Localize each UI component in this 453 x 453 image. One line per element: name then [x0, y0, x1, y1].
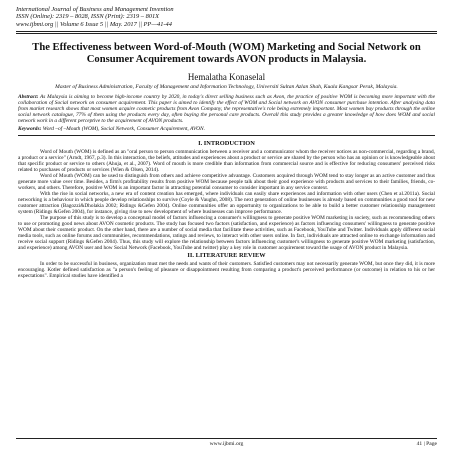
journal-header	[16, 6, 437, 28]
journal-name: International Journal of Business and Management Invention	[16, 6, 174, 13]
keywords-text: Word –of –Mouth (WOM), Social Network, Consumer Acquirement, AVON.	[42, 125, 205, 132]
abstract-text: As Malaysia is aiming to become high-income country by 2020, in today's direct selling business such as Avon, the practice of positive WOM is becoming more important with the collaboration of Social network on consumer acquirement. This paper is aimed to identify the effect of WOM and Social network on AVON consumer purchase intention. After analysing data from market research shows that most women acquire cosmetic products from Avon Company, the representative's role being extremely important. Most women buy products through the online social network catalogue, 77% of them using the products every day, often buying the personal care products. Overall this study provides a greater knowledge of how does WOM and social network work in a different perceptive to the acquirement of AVON products.	[18, 94, 435, 125]
paragraph: The purpose of this study is to develop a conceptual model of factors influencing a consumer's willingness to generate positive WOM marketing in society, such as recommending others to use or promoting good news about AVON cosmetic products. The study has focused two factors (satisfaction, and experience) as factors influencing consumers' willingness to generate positive WOM about their cosmetic product. On the other hand, there are a number of social media that facilitate these activities, such as Facebook, YouTube and Twitter. Individuals apply different social media tools, such as online forums and communities, recommendations, ratings and reviews, to interact with other users online. In fact, individuals are attracted online to exchange information and receive social support (Ridings &Gefen 2004). Thus, this study will explore the relationship between factors influencing customer's willingness to generate positive WOM marketing (satisfaction, and experience) among AVON user and how Social Network (Facebook, YouTube and twitter) play a key role in customer acquirement toward the usage of AVON product in Malaysia.	[18, 215, 435, 252]
journal-issn: ISSN (Online): 2319 – 8028, ISSN (Print): 2319 – 801X	[16, 13, 160, 21]
author-name: Hemalatha Konaselal	[187, 71, 266, 82]
section-heading-introduction: I. INTRODUCTION	[198, 139, 255, 147]
paragraph: Word of Mouth (WOM) is defined as an "oral person to person communication between a receiver and a communicator whom the receiver notices as non-commercial, regarding a brand, a product or a service" (Arndt, 1967, p.3). In this interaction, the beliefs, attitudes and experiences about a product or service are shared by the person who has an opinion or is knowledgeable about that specific product or service to others (Ahuja, et al., 2007). Word of mouth is more credible than information from commercial source and is effective for reducing consumers' perceived risks related to purchases of products or services (Wien & Olsen, 2014).	[18, 148, 435, 173]
header-divider	[16, 31, 437, 34]
author-affiliation: Master of Business Administration, Faculty of Management and Information Technology, Universiti Sultan Azlan Shah, Kuala Kangsar Perak, Malaysia.	[55, 83, 398, 90]
paragraph: Word of Mouth (WOM) can be used to distinguish from others and achieve competitive advantage. Customers acquired through WOM tend to stay longer as an active customer and thus generate more value over time. Besides, a firm's profitability results from positive WOM because people talk about their good experience with products and services to their families, friends, co-workers, and others. Therefore, positive WOM is an important factor in attracting potential consumer to consider important in any service context.	[18, 172, 435, 191]
section-heading-literature-review: II. LITERATURE REVIEW	[187, 252, 266, 260]
paragraph: In order to be successful in business, organization must met the needs and wants of their customers. Satisfied customers may not necessarily generate WOM, but once they did, it is more encouraging. Kotler defined satisfaction as "a person's feeling of pleasure or disappointment resulting from comparing a product's perceived performance (or outcome) in relation to his or her expectations". Empirical studies have identified a	[18, 261, 435, 280]
paragraph: With the rise in social networks, a new era of content creation has emerged, where individuals can easily share experiences and information with other users (Chen et al.2011a). Social networking is a behaviour in which people develop relationships to survive (Coyle & Vaughn, 2008). The next generation of online businesses is already based on communities a good tool for new customer attraction (Bagozzi&Dholakia 2002; Ridings &Gefen 2004). Online communities offer an opportunity to organizations to be able to build a better customer relationship management system (Ridings &Gefen 2004), for instance, giving rise to new development of where businesses can improve performance.	[18, 190, 435, 216]
abstract	[18, 94, 435, 124]
keywords-label: Keywords:	[18, 125, 42, 132]
abstract-divider	[18, 135, 435, 136]
journal-issue-line: www.ijbmi.org || Volume 6 Issue 5 || May. 2017 || PP—41-44	[16, 20, 172, 28]
page-footer	[16, 438, 437, 447]
keywords	[18, 126, 435, 132]
abstract-label: Abstract:	[18, 94, 39, 101]
page-number: 41 | Page	[416, 440, 437, 447]
paper-title: The Effectiveness between Word-of-Mouth (WOM) Marketing and Social Network on Consumer Acquirement towards AVON products in Malaysia.	[32, 42, 421, 66]
footer-url[interactable]: www.ijbmi.org	[209, 440, 244, 447]
